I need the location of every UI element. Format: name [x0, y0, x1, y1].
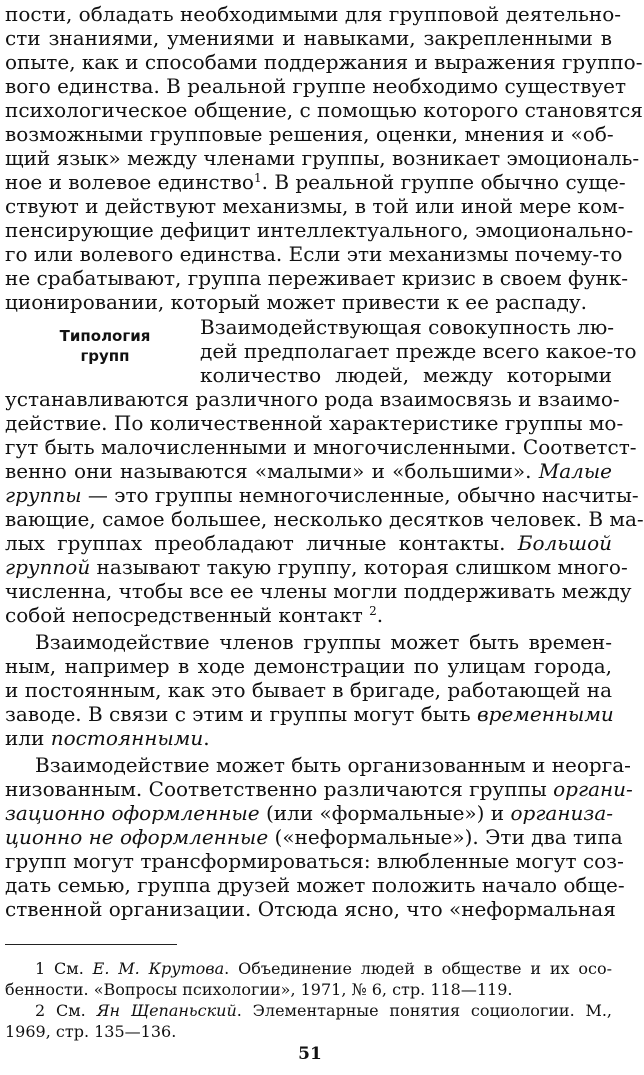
text-line: действие. По количественной характеристике группы мо-: [5, 411, 624, 435]
footnote: 1969, стр. 135—136.: [5, 1022, 177, 1041]
text-line: группы — это группы немногочисленные, обычно насчиты-: [5, 483, 639, 507]
text-line: ционировании, который может привести к ее распаду.: [5, 290, 587, 314]
footnote: бенности. «Вопросы психологии», 1971, № 6, стр. 118—119.: [5, 980, 513, 999]
text-line: численна, чтобы все ее члены могли поддерживать между: [5, 579, 632, 603]
text-line: сти знаниями, умениями и навыками, закрепленными в: [5, 26, 612, 50]
text-line: вающие, самое большее, несколько десятков человек. В ма-: [5, 507, 644, 531]
text-line: зационно оформленные (или «формальные») и организа-: [5, 801, 614, 825]
text-line: лых группах преобладают личные контакты. Большой: [5, 531, 612, 555]
text-line: или постоянными.: [5, 726, 210, 750]
side-heading: Типология групп: [59, 327, 151, 365]
text-line: низованным. Соответственно различаются группы органи-: [5, 777, 633, 801]
text-line: Взаимодействующая совокупность лю-: [200, 315, 615, 339]
text-line: групп могут трансформироваться: влюбленные могут соз-: [5, 849, 624, 873]
text-line: Взаимодействие членов группы может быть времен-: [35, 630, 612, 654]
page-number: 51: [298, 1044, 322, 1064]
text-line: дей предполагает прежде всего какое-то: [200, 339, 637, 363]
text-line: и постоянным, как это бывает в бригаде, работающей на: [5, 678, 612, 702]
text-line: вого единства. В реальной группе необходимо существует: [5, 74, 627, 98]
text-line: ствуют и действуют механизмы, в той или иной мере ком-: [5, 194, 625, 218]
text-line: ным, например в ходе демонстрации по улицам города,: [5, 654, 612, 678]
text-line: Взаимодействие может быть организованным и неорга-: [35, 753, 631, 777]
text-line: возможными групповые решения, оценки, мнения и «об-: [5, 122, 614, 146]
text-line: заводе. В связи с этим и группы могут быть временными: [5, 702, 614, 726]
text-line: ственной организации. Отсюда ясно, что «неформальная: [5, 897, 616, 921]
text-line: ционно не оформленные («неформальные»). Эти два типа: [5, 825, 623, 849]
text-line: пости, обладать необходимыми для групповой деятельно-: [5, 2, 621, 26]
footnote: 1 См. Е. М. Крутова. Объединение людей в обществе и их осо-: [35, 959, 613, 978]
footnote: 2 См. Ян Щепаньский. Элементарные понятия социологии. М.,: [35, 1001, 613, 1020]
text-line: венно они называются «малыми» и «большими». Малые: [5, 459, 612, 483]
text-line: количество людей, между которыми: [200, 363, 612, 387]
text-line: устанавливаются различного рода взаимосвязь и взаимо-: [5, 387, 620, 411]
text-line: опыте, как и способами поддержания и выражения группо-: [5, 50, 643, 74]
footnote-divider: [5, 944, 177, 945]
footnote-ref: 2: [369, 604, 377, 618]
text-line: ное и волевое единство$^1$. В реальной группе обычно суще-: [5, 170, 626, 194]
text-line: гут быть малочисленными и многочисленными. Соответст-: [5, 435, 637, 459]
text-line: го или волевого единства. Если эти механизмы почему-то: [5, 242, 623, 266]
text-line: щий язык» между членами группы, возникает эмоциональ-: [5, 146, 640, 170]
text-line: собой непосредственный контакт $^2$.: [5, 603, 384, 627]
text-line: дать семью, группа друзей может положить начало обще-: [5, 873, 625, 897]
text-line: не срабатывают, группа переживает кризис в своем функ-: [5, 266, 629, 290]
text-line: психологическое общение, с помощью которого становятся: [5, 98, 643, 122]
text-line: пенсирующие дефицит интеллектуального, эмоционально-: [5, 218, 634, 242]
footnote-ref: 1: [253, 171, 262, 185]
text-line: группой называют такую группу, которая слишком много-: [5, 555, 628, 579]
